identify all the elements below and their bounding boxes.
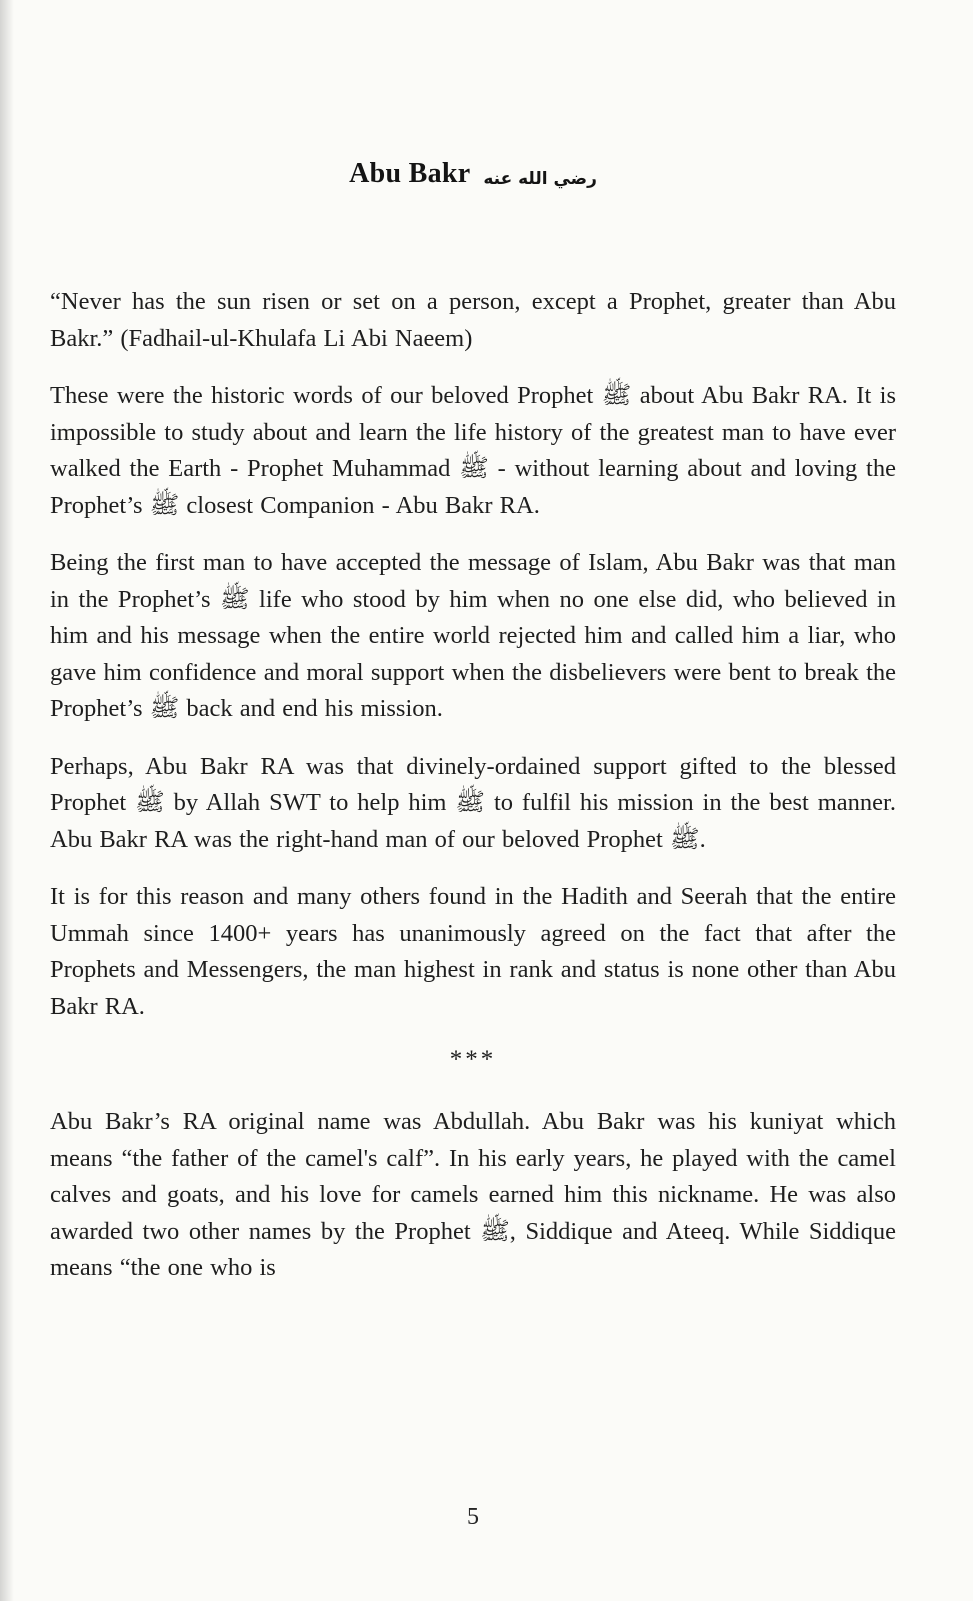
book-page: [50, 0, 896, 1308]
ra-calligraphy-icon: رضي الله عنه: [483, 169, 597, 189]
section-separator: ***: [449, 1046, 497, 1073]
body-text: [50, 284, 896, 1287]
scan-gutter-shadow: [0, 0, 14, 1601]
paragraph-divinely-ordained: Perhaps, Abu Bakr RA was that divinely-ordained support gifted to the blessed Prophet ﷺ by Allah SWT to help him ﷺ to fulfil his mission in the best manner. Abu Bakr RA was the right-hand man of our beloved Prophet ﷺ.: [50, 752, 896, 853]
paragraph-historic-words: These were the historic words of our beloved Prophet ﷺ about Abu Bakr RA. It is impossible to study about and learn the life history of the greatest man to have ever walked the Earth - Prophet Muhammad ﷺ - without learning about and loving the Prophet’s ﷺ closest Companion - Abu Bakr RA.: [50, 382, 896, 519]
paragraph-first-man: Being the first man to have accepted the message of Islam, Abu Bakr was that man in the Prophet’s ﷺ life who stood by him when no one else did, who believed in him and his message when the entire world rejected him and called him a liar, who gave him confidence and moral support when the disbelievers were bent to break the Prophet’s ﷺ back and end his mission.: [50, 549, 896, 722]
page-title: [50, 158, 896, 190]
paragraph-original-name: Abu Bakr’s RA original name was Abdullah. Abu Bakr was his kuniyat which means “the father of the camel's calf”. In his early years, he played with the camel calves and goats, and his love for camels earned him this nickname. He was also awarded two other names by the Prophet ﷺ, Siddique and Ateeq. While Siddique means “the one who is: [50, 1108, 896, 1281]
opening-quote-paragraph: “Never has the sun risen or set on a person, except a Prophet, greater than Abu Bakr.” (Fadhail-ul-Khulafa Li Abi Naeem): [50, 288, 896, 352]
page-number: 5: [467, 1504, 479, 1530]
paragraph-ummah-agreed: It is for this reason and many others found in the Hadith and Seerah that the entire Ummah since 1400+ years has unanimously agreed on the fact that after the Prophets and Messengers, the man highest in rank and status is none other than Abu Bakr RA.: [50, 883, 896, 1020]
title-text: Abu Bakr: [349, 158, 471, 189]
